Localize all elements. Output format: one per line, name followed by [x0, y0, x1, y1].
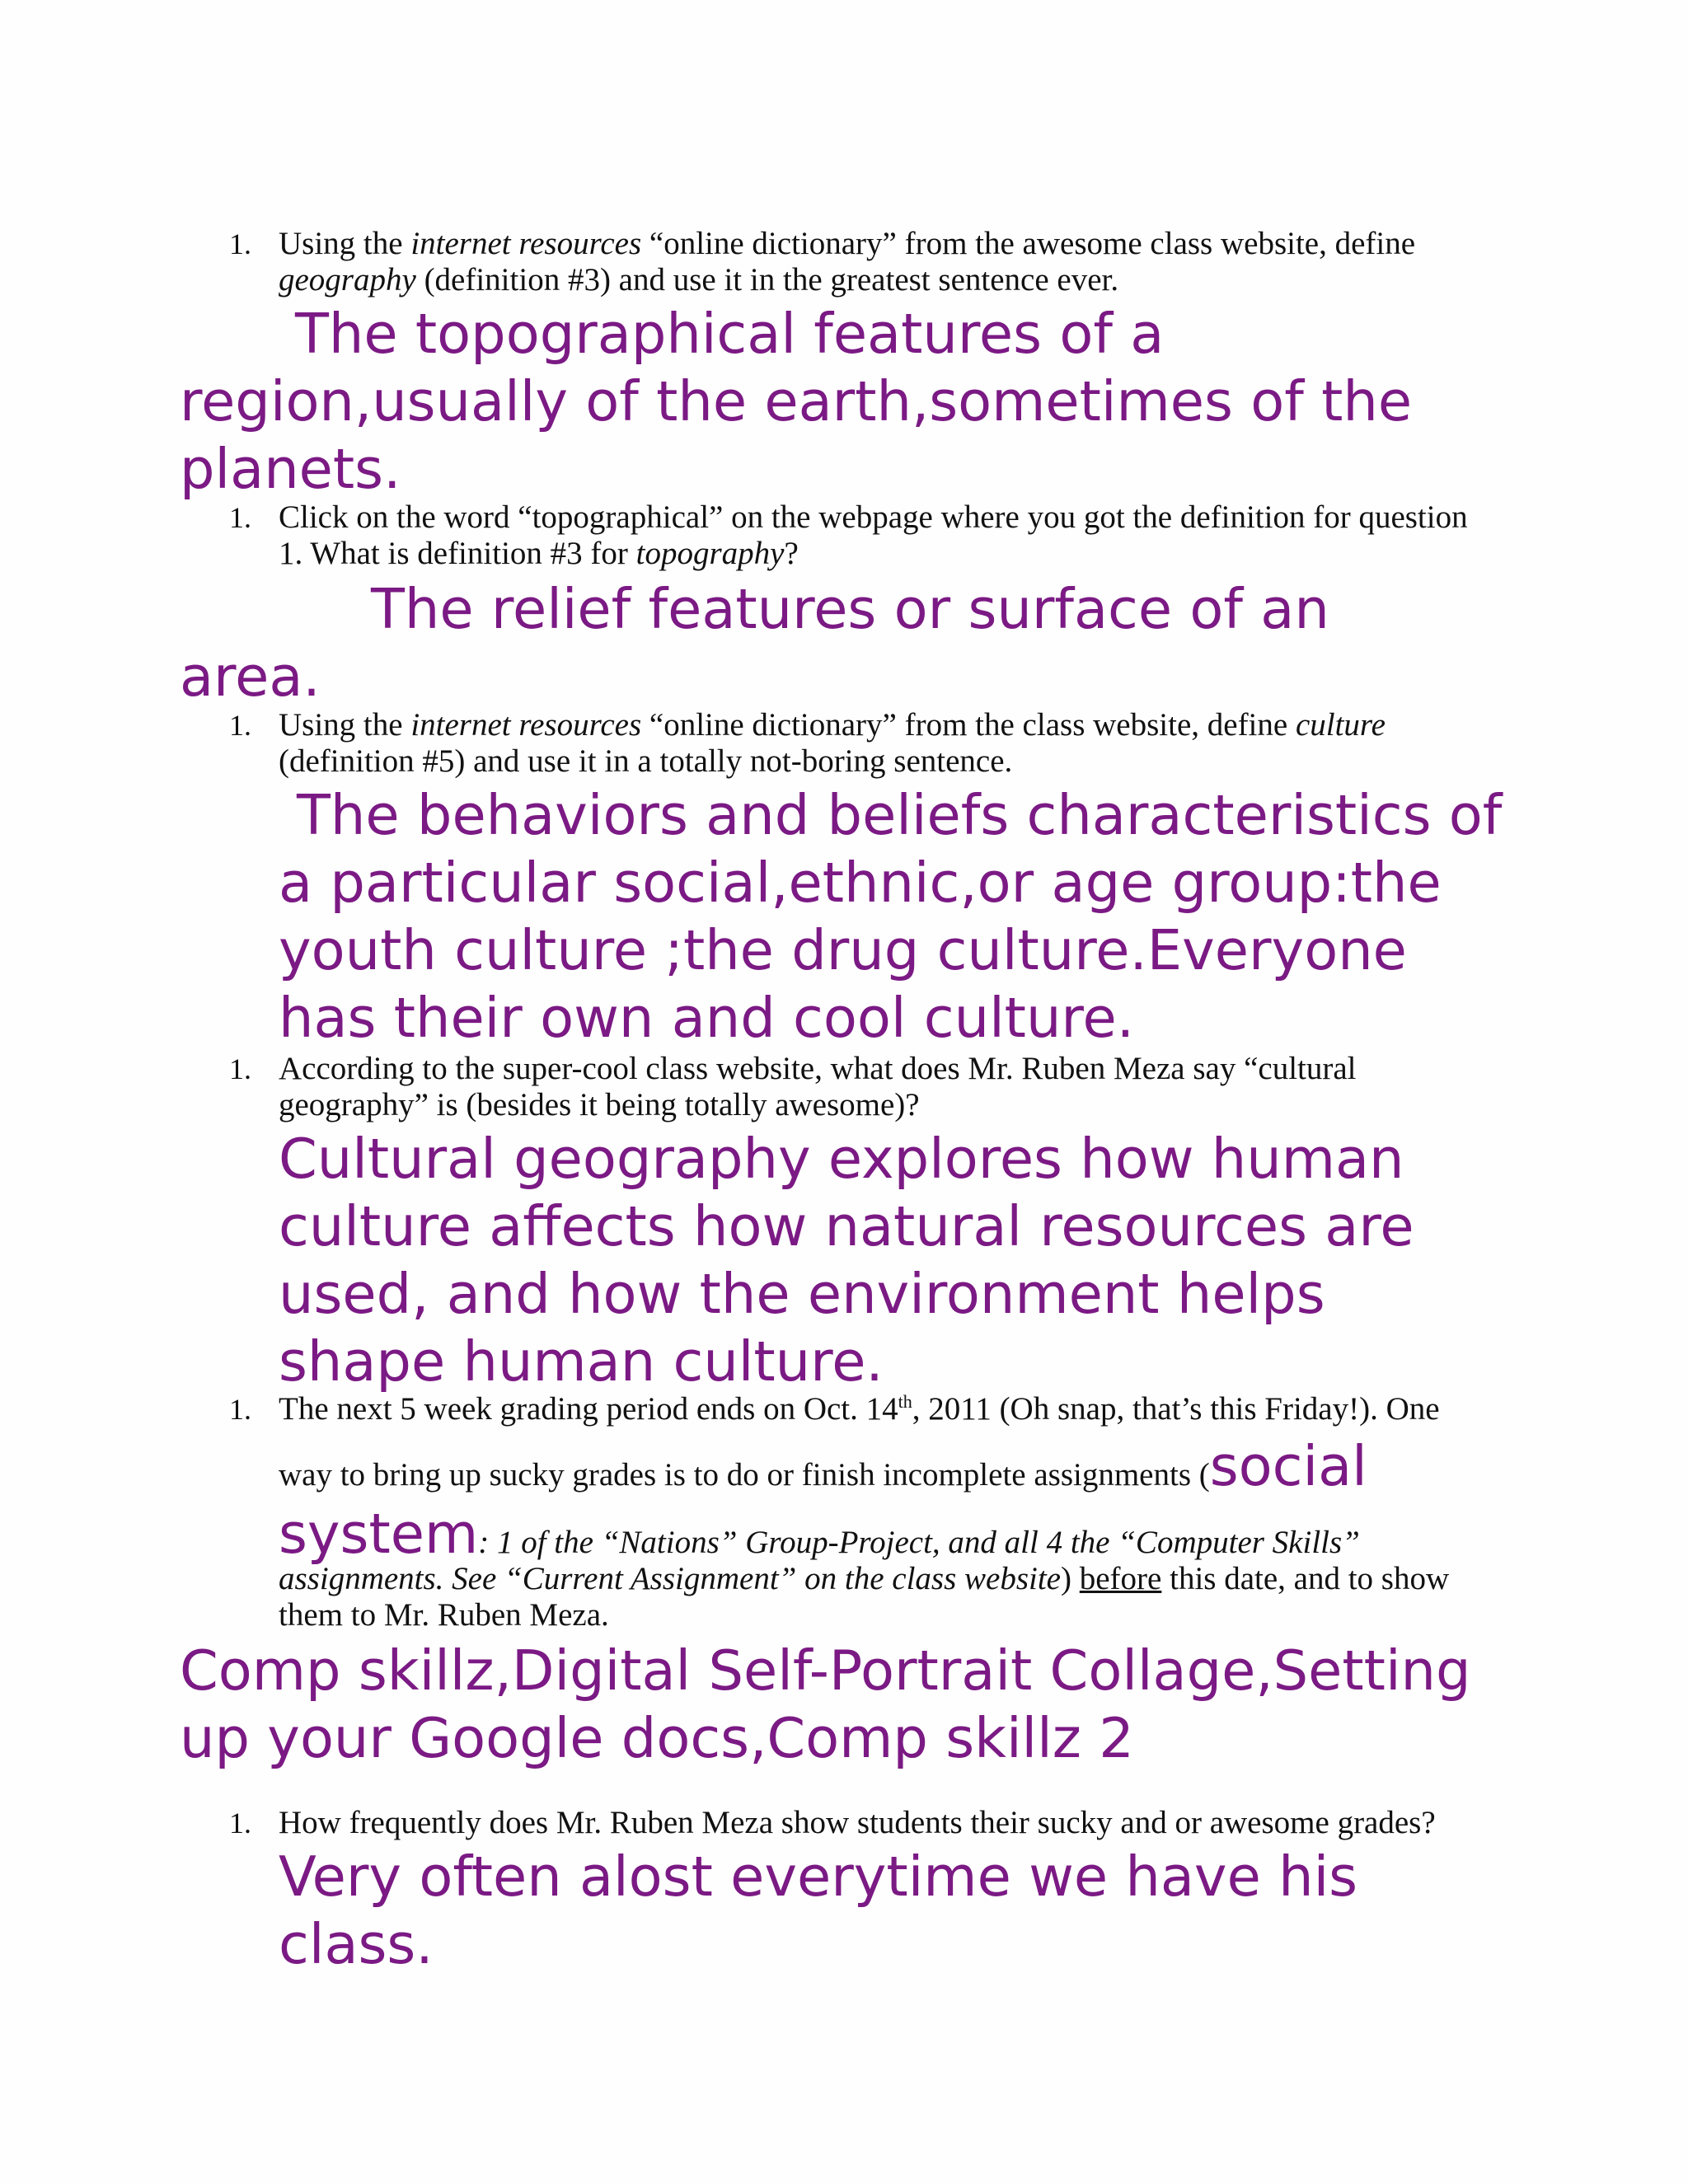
question-text: The next 5 week grading period ends on Oct. 14	[279, 1391, 898, 1427]
question-number: 1.	[229, 227, 251, 260]
question-line: geography” is (besides it being totally awesome)?	[279, 1087, 920, 1122]
answer-4	[279, 1125, 1414, 1395]
answer-line: area.	[180, 644, 321, 709]
question-emphasis: topography	[635, 536, 785, 571]
question-5-line-4	[279, 1561, 1449, 1633]
question-emphasis: culture	[1295, 707, 1386, 743]
answer-line: shape human culture.	[279, 1329, 884, 1394]
question-line: (definition #5) and use it in a totally not-boring sentence.	[279, 743, 1013, 779]
question-text: )	[1061, 1561, 1080, 1596]
question-text: (definition #3) and use it in the greatest sentence ever.	[415, 262, 1119, 298]
question-emphasis: assignments. See “Current Assignment” on the class website	[279, 1561, 1061, 1596]
answer-1	[180, 300, 1412, 503]
question-line	[279, 536, 1468, 572]
question-number: 1.	[229, 709, 251, 742]
question-number: 1.	[229, 1807, 251, 1840]
question-5	[229, 1391, 1440, 1427]
question-emphasis: internet resources	[410, 707, 642, 743]
question-line: Click on the word “topographical” on the webpage where you got the definition for question	[279, 499, 1468, 535]
answer-line: planets.	[180, 437, 401, 501]
question-6	[229, 1805, 1436, 1841]
answer-line: The topographical features of a	[295, 302, 1165, 366]
question-emphasis: : 1 of the “Nations” Group-Project, and all 4 the “Computer Skills”	[478, 1525, 1360, 1560]
question-line	[279, 707, 1386, 743]
question-line: them to Mr. Ruben Meza.	[279, 1597, 609, 1633]
inline-answer: social	[1209, 1434, 1367, 1498]
question-number: 1.	[229, 501, 251, 534]
question-line: According to the super-cool class website, what does Mr. Ruben Meza say “cultural	[279, 1051, 1357, 1086]
question-line: How frequently does Mr. Ruben Meza show students their sucky and or awesome grades?	[279, 1805, 1436, 1840]
inline-answer: system	[279, 1502, 479, 1566]
underlined-word: before	[1079, 1561, 1162, 1596]
question-5-line-2	[279, 1432, 1367, 1509]
answer-line: has their own and cool culture.	[279, 986, 1135, 1050]
answer-6	[279, 1843, 1357, 1978]
question-number: 1.	[229, 1393, 251, 1426]
question-3	[229, 707, 1386, 780]
question-text: “online dictionary” from the awesome class website, define	[641, 226, 1416, 261]
answer-line: youth culture ;the drug culture.Everyone	[279, 918, 1407, 982]
question-text: ?	[784, 536, 799, 571]
answer-line: The relief features or surface of an	[371, 577, 1329, 641]
question-line	[279, 1391, 1440, 1427]
answer-line: a particular social,ethnic,or age group:the	[279, 851, 1442, 915]
answer-line: Comp skillz,Digital Self-Portrait Collage,Setting	[180, 1638, 1471, 1703]
question-text: this date, and to show	[1161, 1561, 1450, 1596]
answer-5	[180, 1637, 1471, 1772]
question-number: 1.	[229, 1052, 251, 1085]
question-line	[279, 1561, 1449, 1597]
answer-line: The behaviors and beliefs characteristics of	[297, 783, 1503, 847]
answer-3	[279, 781, 1502, 1052]
question-text: Using the	[279, 707, 411, 743]
answer-line: class.	[279, 1912, 434, 1976]
question-line	[279, 1432, 1367, 1509]
question-text: Using the	[279, 226, 411, 261]
answer-line: culture affects how natural resources are	[279, 1194, 1414, 1258]
answer-line: Cultural geography explores how human	[279, 1127, 1404, 1191]
question-line	[279, 226, 1415, 262]
answer-line: region,usually of the earth,sometimes of the	[180, 369, 1413, 434]
question-4	[229, 1051, 1357, 1123]
question-text: way to bring up sucky grades is to do or finish incomplete assignments (	[279, 1457, 1210, 1493]
answer-2	[180, 575, 1329, 710]
question-1	[229, 226, 1416, 298]
answer-line: Very often alost everytime we have his	[279, 1844, 1358, 1909]
question-line	[279, 262, 1415, 298]
answer-line: up your Google docs,Comp skillz 2	[180, 1706, 1134, 1770]
question-emphasis: geography	[279, 262, 416, 298]
answer-line: used, and how the environment helps	[279, 1262, 1325, 1326]
question-emphasis: internet resources	[410, 226, 642, 261]
question-text: 1. What is definition #3 for	[279, 536, 636, 571]
question-text: “online dictionary” from the class website, define	[641, 707, 1296, 743]
question-text: , 2011 (Oh snap, that’s this Friday!). One	[912, 1391, 1440, 1427]
question-2	[229, 499, 1468, 572]
superscript: th	[898, 1391, 912, 1412]
